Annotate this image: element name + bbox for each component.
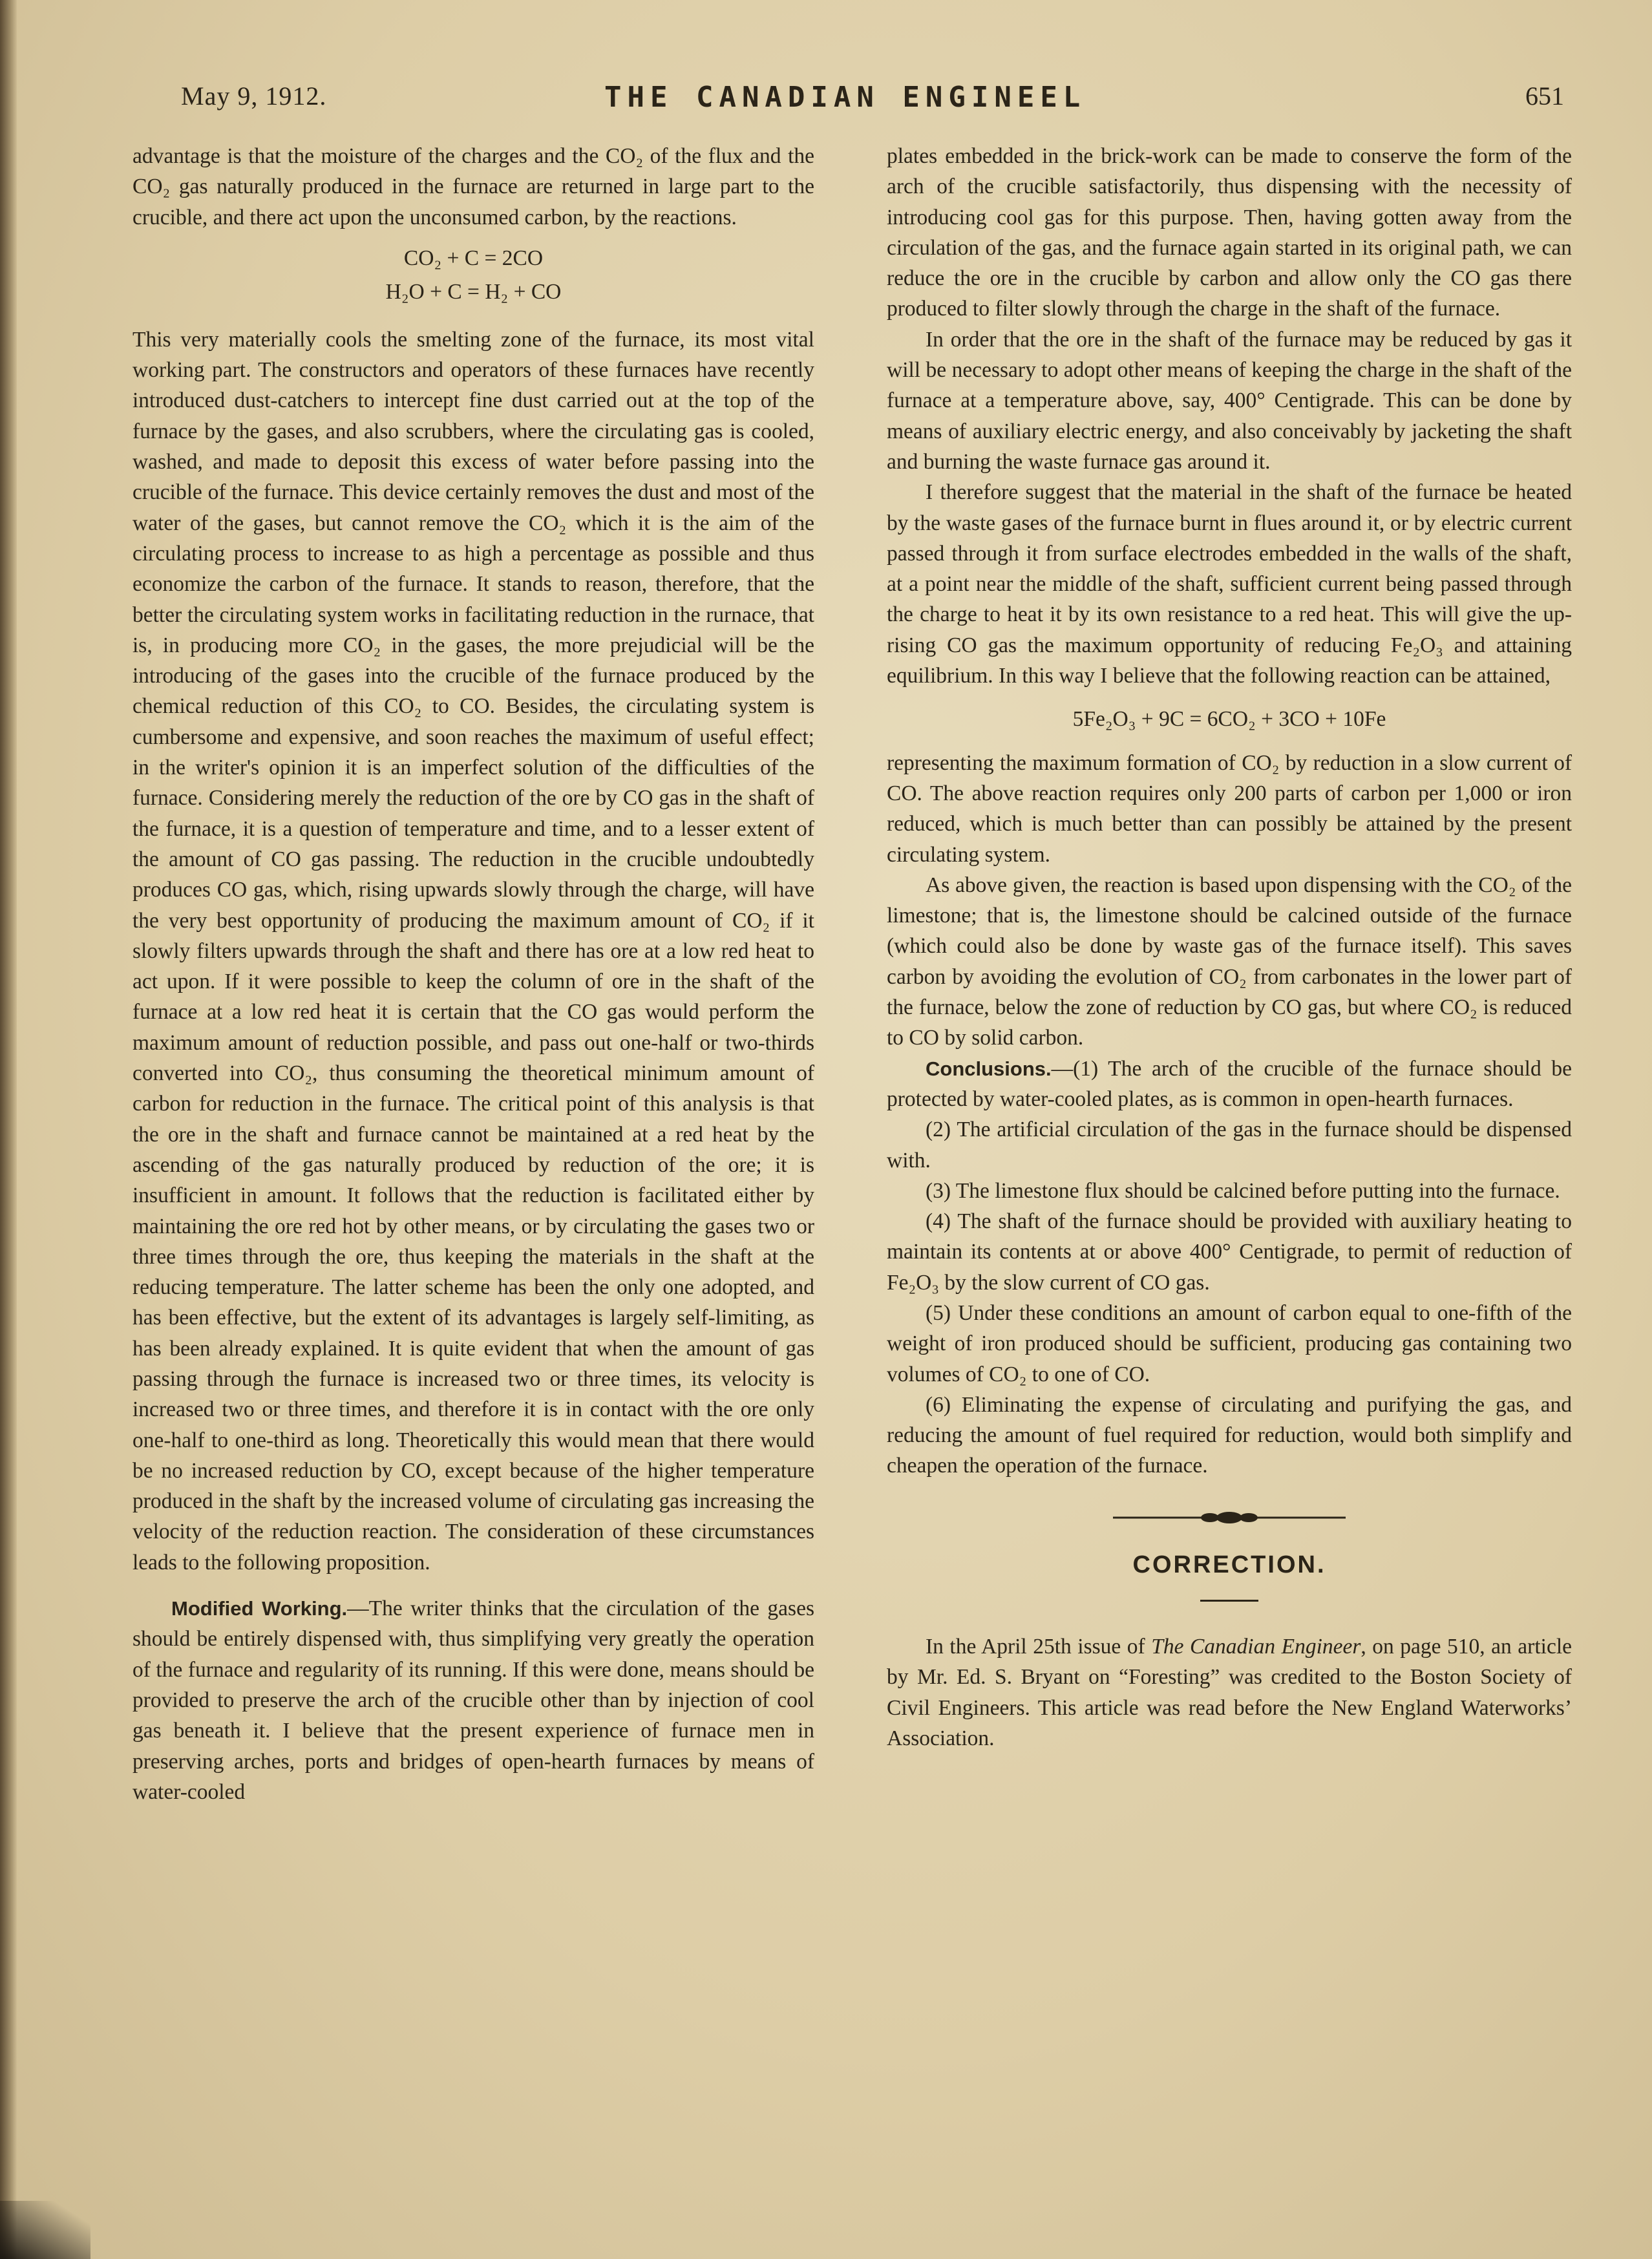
equation-block <box>132 242 814 309</box>
equation: CO₂ + C = 2CO <box>403 246 544 270</box>
right-column <box>887 141 1572 1754</box>
paragraph: advantage is that the moisture of the charges and the CO₂ of the flux and the CO₂ gas naturally produced in the furnace are returned in large part to the crucible, and there act upon the unconsumed carbon, by the reactions. <box>132 144 814 229</box>
correction-text: In the April 25th issue of <box>926 1635 1152 1659</box>
conclusion-3: (3) The limestone flux should be calcined before putting into the furnace. <box>926 1178 1560 1203</box>
ornamental-rule <box>1113 1505 1346 1531</box>
correction-text: , on page 510, an article by Mr. Ed. S. Bryant on “Foresting” was credited to the Boston Society of Civil Engineers. This article was read before the New England Waterworks’ Association. <box>887 1635 1572 1750</box>
correction-body <box>887 1631 1572 1754</box>
equation: H₂O + C = H₂ + CO <box>385 279 562 304</box>
journal-title: THE CANADIAN ENGINEEL <box>604 81 1086 114</box>
page-number: 651 <box>1525 81 1564 111</box>
conclusion-1 <box>887 1054 1572 1115</box>
divider <box>1200 1600 1258 1602</box>
paragraph <box>132 1593 814 1807</box>
paragraph-text: —The writer thinks that the circulation of the gases should be entirely dispensed with, thus simplifying very greatly the operation of the furnace and regularity of its running. If this were done, means should be provided to preserve the arch of the crucible other than by injection of cool gas beneath it. I believe that the present experience of furnace men in preserving arches, ports and bridges of open-hearth furnaces by means of water-cooled <box>132 1596 814 1804</box>
conclusion-2: (2) The artificial circulation of the gas in the furnace should be dispensed with. <box>887 1118 1572 1172</box>
binding-gutter <box>0 0 17 2259</box>
paragraph: This very materially cools the smelting zone of the furnace, its most vital working part. The constructors and operators of these furnaces have recently introduced dust-catchers to intercept fine dust carried out at the top of the furnace by the gases, and also scrubbers, where the circulating gas is cooled, washed, and made to deposit this excess of water before passing into the crucible of the furnace. This device certainly removes the dust and most of the water of the gases, but cannot remove the CO₂ which it is the aim of the circulating process to increase to as high a percentage as possible and thus economize the carbon of the furnace. It stands to reason, therefore, that the better the circulating system works in facilitating reduction in the rurnace, that is, in producing more CO₂ in the gases, the more prejudicial will be the introducing of the gases into the crucible of the furnace produced by the chemical reduction of this CO₂ to CO. Besides, the circulating system is cumbersome and expensive, and soon reaches the maximum of useful effect; in the writer's opinion it is an imperfect solution of the difficulties of the furnace. Considering merely the reduction of the ore by CO gas in the shaft of the furnace, it is a question of temperature and time, and to a lesser extent of the amount of CO gas passing. The reduction in the crucible undoubtedly produces CO gas, which, rising upwards slowly through the charge, will have the very best opportunity of producing the maximum amount of CO₂ if it slowly filters upwards through the shaft and there has ore at a low red heat to act upon. If it were possible to keep the column of ore in the shaft of the furnace at a low red heat it is certain that the CO gas would perform the maximum amount of reduction possible, and pass out one-half or two-thirds converted into CO₂, thus consuming the theoretical minimum amount of carbon for reduction in the furnace. The critical point of this analysis is that the ore in the shaft and furnace cannot be maintained at a red heat by the ascending of the gas naturally produced by reduction of the ore; it is insufficient in amount. It follows that the reduction is facilitated either by maintaining the ore red hot by other means, or by circulating the gases two or three times through the ore, thus keeping the materials in the shaft at the reducing temperature. The latter scheme has been the only one adopted, and has been effective, but the extent of its advantages is largely self-limiting, as has been already explained. It is quite evident that when the amount of gas passing through the furnace is increased two or three times, its velocity is increased two or three times, and therefore it is in contact with the ore only one-half to one-third as long. Theoretically this would mean that there would be no increased reduction by CO, except because of the higher temperature produced in the shaft by the increased volume of circulating gas increasing the velocity of the reduction reaction. The consideration of these circumstances leads to the following proposition. <box>132 327 814 1575</box>
section-heading: Conclusions. <box>926 1057 1052 1080</box>
paragraph: As above given, the reaction is based upon dispensing with the CO₂ of the limestone; that is, the limestone should be calcined outside of the furnace (which could also be done by waste gas of the furnace itself). This saves carbon by avoiding the evolution of CO₂ from carbonates in the lower part of the furnace, below the zone of reduction by CO gas, but where CO₂ is reduced to CO by solid carbon. <box>887 873 1572 1050</box>
paragraph: plates embedded in the brick-work can be made to conserve the form of the arch of the crucible satisfactorily, thus dispensing with the necessity of introducing cool gas for this purpose. Then, having gotten away from the circulation of the gas, and the furnace again started in its original path, we can reduce the ore in the crucible by carbon and allow only the CO gas there produced to filter slowly through the charge in the shaft of the furnace. <box>887 144 1572 321</box>
issue-date: May 9, 1912. <box>181 81 327 111</box>
equation: 5Fe₂O₃ + 9C = 6CO₂ + 3CO + 10Fe <box>1072 707 1386 732</box>
section-heading: Modified Working. <box>171 1597 348 1620</box>
paragraph: representing the maximum formation of CO₂ by reduction in a slow current of CO. The above reaction requires only 200 parts of carbon per 1,000 or iron reduced, which is much better than can possibly be attained by the present circulating system. <box>887 750 1572 867</box>
conclusion-5: (5) Under these conditions an amount of carbon equal to one-fifth of the weight of iron produced should be sufficient, producing gas containing two volumes of CO₂ to one of CO. <box>887 1300 1572 1386</box>
paragraph: I therefore suggest that the material in the shaft of the furnace be heated by the waste gases of the furnace burnt in flues around it, or by electric current passed through it from surface electrodes embedded in the walls of the shaft, at a point near the middle of the shaft, sufficient current being passed through the charge to heat it by its own resistance to a red heat. This will give the up-rising CO gas the maximum opportunity of reducing Fe₂O₃ and attaining equilibrium. In this way I believe that the following reaction can be attained, <box>887 480 1572 688</box>
running-head <box>181 81 1564 126</box>
scan-shadow <box>0 2201 90 2259</box>
paragraph-text: —(1) The arch of the crucible of the furnace should be protected by water-cooled plates, as is common in open-hearth furnaces. <box>887 1056 1572 1111</box>
conclusion-6: (6) Eliminating the expense of circulating and purifying the gas, and reducing the amount of fuel required for reduction, would both simplify and cheapen the operation of the furnace. <box>887 1392 1572 1478</box>
correction-title: CORRECTION. <box>1132 1551 1326 1578</box>
paragraph: In order that the ore in the shaft of the furnace may be reduced by gas it will be necessary to adopt other means of keeping the charge in the shaft of the furnace at a temperature above, say, 400° Centigrade. This can be done by means of auxiliary electric energy, and also conceivably by jacketing the shaft and burning the waste furnace gas around it. <box>887 327 1572 474</box>
journal-name: The Canadian Engineer <box>1151 1635 1361 1659</box>
conclusion-4: (4) The shaft of the furnace should be provided with auxiliary heating to maintain its contents at or above 400° Centigrade, to permit of reduction of Fe₂O₃ by the slow current of CO gas. <box>887 1209 1572 1295</box>
left-column <box>132 141 814 1807</box>
